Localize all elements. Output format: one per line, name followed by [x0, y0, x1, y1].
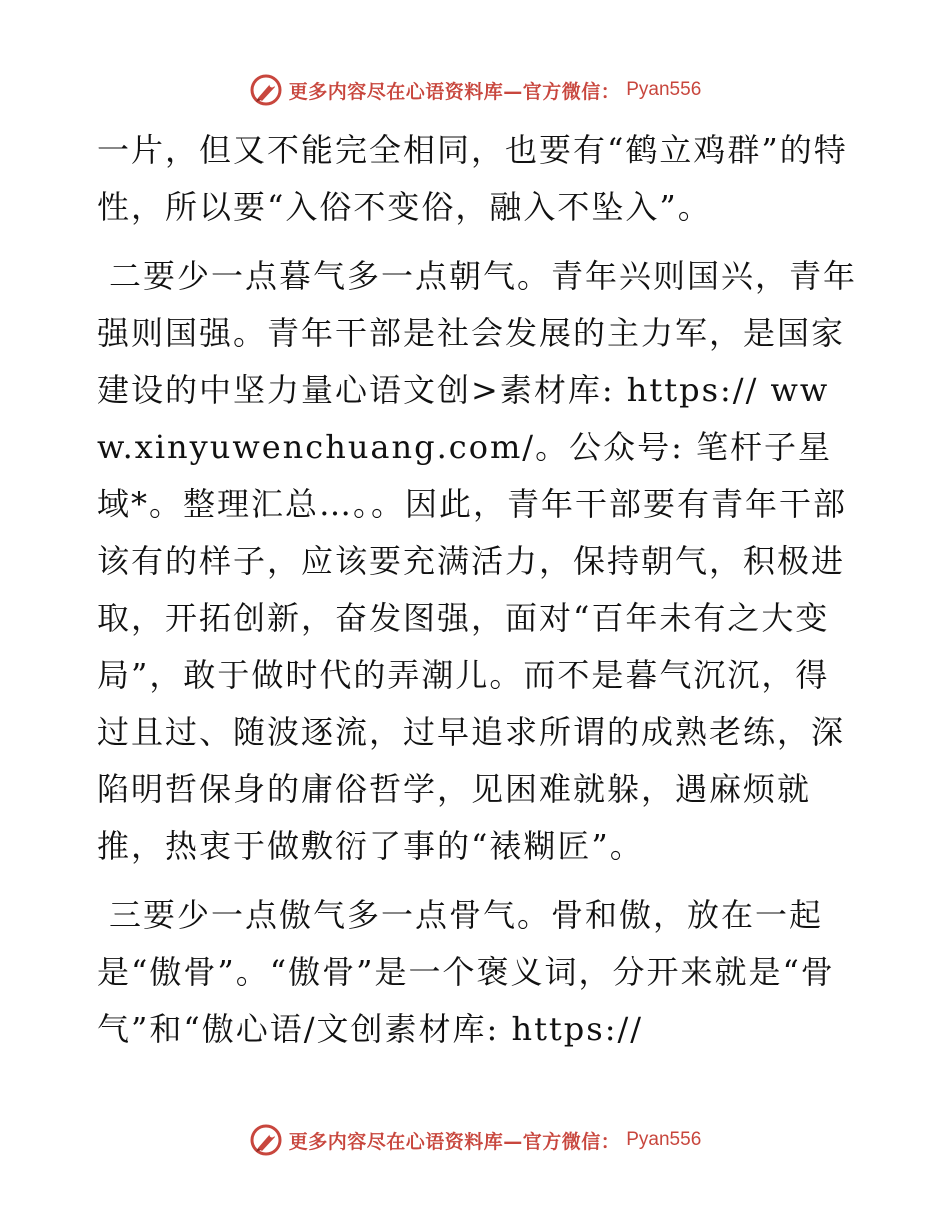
watermark-handle: Pyan556 — [626, 1129, 702, 1150]
header-watermark — [0, 70, 950, 110]
pen-logo-icon — [249, 1123, 283, 1157]
footer-watermark — [0, 1120, 950, 1160]
paragraph-1: 一片，但又不能完全相同，也要有“鹤立鸡群”的特性，所以要“入俗不变俗，融入不坠入”。 — [97, 131, 848, 226]
watermark-text: 更多内容尽在心语资料库—官方微信： — [288, 1130, 621, 1153]
paragraph-3: 三要少一点傲气多一点骨气。骨和傲，放在一起是“傲骨”。“傲骨”是一个褒义词，分开来就是“骨气”和“傲心语/文创素材库: https:// — [97, 896, 835, 1048]
paragraph-2: 二要少一点暮气多一点朝气。青年兴则国兴，青年强则国强。青年干部是社会发展的主力军，是国家建设的中坚力量心语文创>素材库: https:// www.xinyuwenchuang.com/。公众号: 笔杆子星域*。整理汇总…。。因此，青年干部要有青年干部该有的样子，应该要充满活力，保持朝气，积极进取，开拓创新，奋发图强，面对“百年未有之大变局”，敢于做时代的弄潮儿。而不是暮气沉沉，得过且过、随波逐流，过早追求所谓的成熟老练，深陷明哲保身的庸俗哲学，见困难就躲，遇麻烦就推，热衷于做敷衍了事的“裱糊匠”。 — [97, 257, 857, 865]
pen-logo-icon — [249, 73, 283, 107]
document-body — [97, 122, 857, 1082]
watermark-handle: Pyan556 — [626, 79, 702, 100]
watermark-text: 更多内容尽在心语资料库—官方微信： — [288, 80, 621, 103]
